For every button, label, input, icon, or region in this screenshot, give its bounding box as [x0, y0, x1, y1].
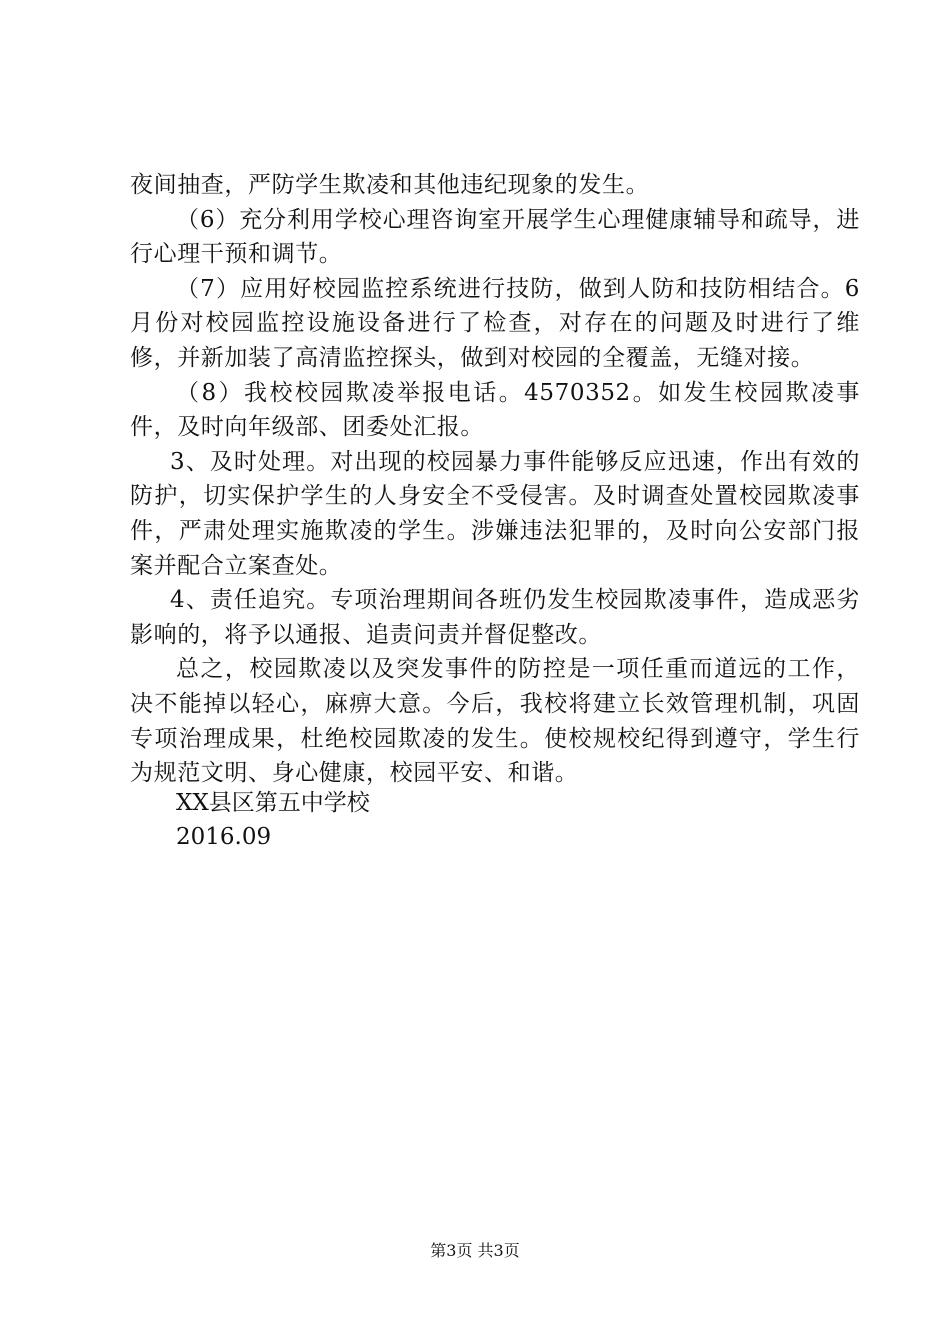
paragraph-item-6: （6）充分利用学校心理咨询室开展学生心理健康辅导和疏导，进行心理干预和调节。	[130, 206, 860, 268]
document-body	[130, 168, 860, 791]
paragraph-section-4: 4、责任追究。专项治理期间各班仍发生校园欺凌事件，造成恶劣影响的，将予以通报、追责问责并督促整改。	[130, 587, 860, 648]
page-footer: 第3页 共3页	[430, 1241, 520, 1260]
paragraph-continuation: 夜间抽查，严防学生欺凌和其他违纪现象的发生。	[130, 172, 650, 198]
signature-org: XX县区第五中学校	[176, 790, 370, 816]
paragraph-conclusion: 总之，校园欺凌以及突发事件的防控是一项任重而道远的工作，决不能掉以轻心，麻痹大意。今后，我校将建立长效管理机制，巩固专项治理成果，杜绝校园欺凌的发生。使校规校纪得到遵守，学生行为规范文明、身心健康，校园平安、和谐。	[130, 656, 860, 787]
signature-date: 2016.09	[176, 824, 272, 850]
signature-block	[176, 786, 370, 854]
paragraph-item-7: （7）应用好校园监控系统进行技防，做到人防和技防相结合。6月份对校园监控设施设备进行了检查，对存在的问题及时进行了维修，并新加装了高清监控探头，做到对校园的全覆盖，无缝对接。	[130, 275, 860, 371]
paragraph-section-3: 3、及时处理。对出现的校园暴力事件能够反应迅速，作出有效的防护，切实保护学生的人身安全不受侵害。及时调查处置校园欺凌事件，严肃处理实施欺凌的学生。涉嫌违法犯罪的，及时向公安部门报案并配合立案查处。	[130, 448, 860, 579]
paragraph-item-8: （8）我校校园欺凌举报电话。4570352。如发生校园欺凌事件，及时向年级部、团委处汇报。	[130, 379, 860, 441]
